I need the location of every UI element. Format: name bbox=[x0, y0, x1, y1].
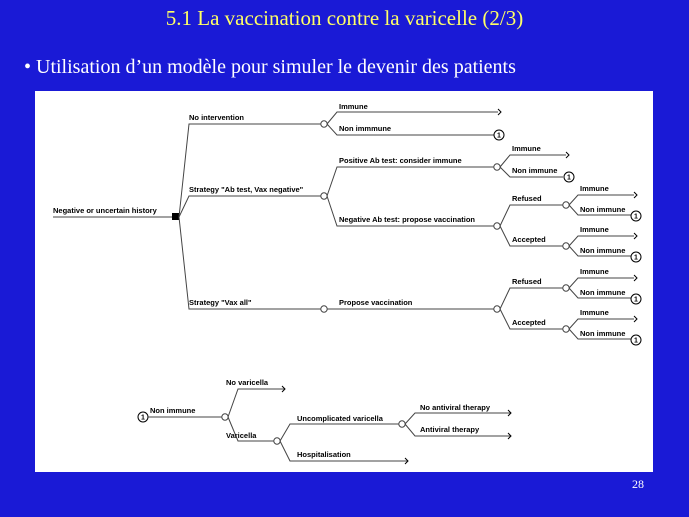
branch-refused bbox=[500, 288, 563, 309]
ref-label: 1 bbox=[634, 337, 638, 345]
label-immune: Immune bbox=[512, 144, 541, 153]
label-non-immune: Non immune bbox=[580, 329, 626, 338]
label-negative-ab: Negative Ab test: propose vaccination bbox=[339, 215, 476, 224]
chance-node bbox=[222, 414, 228, 420]
label-non-immune: Non immune bbox=[580, 246, 626, 255]
label-immune: Immune bbox=[580, 184, 609, 193]
ref-label: 1 bbox=[634, 213, 638, 221]
ref-label: 1 bbox=[634, 296, 638, 304]
branch-no-varicella bbox=[228, 389, 285, 417]
chance-node bbox=[274, 438, 280, 444]
terminal-node bbox=[634, 316, 637, 322]
label-no-varicella: No varicella bbox=[226, 378, 269, 387]
subtree-root-label: Non immune bbox=[150, 406, 196, 415]
chance-node bbox=[321, 121, 327, 127]
branch-immune bbox=[569, 236, 634, 246]
chance-node bbox=[321, 306, 327, 312]
chance-node bbox=[563, 285, 569, 291]
branch-refused bbox=[500, 205, 563, 226]
chance-node bbox=[399, 421, 405, 427]
decision-node bbox=[172, 213, 179, 220]
label-hospitalisation: Hospitalisation bbox=[297, 450, 351, 459]
branch-no-antiviral bbox=[405, 413, 511, 424]
label-refused: Refused bbox=[512, 277, 542, 286]
chance-node bbox=[494, 164, 500, 170]
bullet-text: • Utilisation d’un modèle pour simuler le devenir des patients bbox=[24, 56, 516, 78]
branch-strategy-vax bbox=[179, 217, 321, 309]
terminal-node bbox=[634, 275, 637, 281]
terminal-node bbox=[566, 152, 569, 158]
page-number: 28 bbox=[632, 477, 644, 491]
branch-strategy-ab bbox=[179, 196, 321, 217]
label-non-immune: Non immune bbox=[580, 288, 626, 297]
label-non-immmune: Non immmune bbox=[339, 124, 392, 133]
label-no-intervention: No intervention bbox=[189, 113, 245, 122]
ref-label: 1 bbox=[141, 414, 145, 422]
label-antiviral: Antiviral therapy bbox=[420, 425, 480, 434]
branch-immune bbox=[569, 319, 634, 329]
decision-tree-panel bbox=[35, 91, 653, 472]
label-uncomplicated: Uncomplicated varicella bbox=[297, 414, 383, 423]
label-accepted: Accepted bbox=[512, 235, 546, 244]
label-propose-vaccination: Propose vaccination bbox=[339, 298, 413, 307]
root-label: Negative or uncertain history bbox=[53, 206, 157, 215]
label-positive-ab: Positive Ab test: consider immune bbox=[339, 156, 462, 165]
branch-positive-ab bbox=[327, 167, 494, 196]
label-accepted: Accepted bbox=[512, 318, 546, 327]
label-strategy-vax: Strategy "Vax all" bbox=[189, 298, 252, 307]
terminal-node bbox=[634, 233, 637, 239]
decision-tree-diagram bbox=[35, 91, 653, 472]
terminal-node bbox=[634, 192, 637, 198]
ref-label: 1 bbox=[634, 254, 638, 262]
label-immune: Immune bbox=[580, 308, 609, 317]
branch-uncomplicated bbox=[280, 424, 399, 441]
chance-node bbox=[494, 306, 500, 312]
label-varicella: Varicella bbox=[226, 431, 257, 440]
chance-node bbox=[563, 243, 569, 249]
label-refused: Refused bbox=[512, 194, 542, 203]
label-immune: Immune bbox=[580, 225, 609, 234]
label-non-immune: Non immune bbox=[512, 166, 558, 175]
ref-label: 1 bbox=[567, 174, 571, 182]
branch-immune bbox=[569, 278, 634, 288]
label-immune: Immune bbox=[339, 102, 368, 111]
label-strategy-ab: Strategy "Ab test, Vax negative" bbox=[189, 185, 304, 194]
label-immune: Immune bbox=[580, 267, 609, 276]
chance-node bbox=[321, 193, 327, 199]
chance-node bbox=[563, 202, 569, 208]
chance-node bbox=[563, 326, 569, 332]
ref-label: 1 bbox=[497, 132, 501, 140]
branch-no-intervention bbox=[179, 124, 321, 217]
slide-title: 5.1 La vaccination contre la varicelle (2/3) bbox=[165, 6, 524, 30]
label-no-antiviral: No antiviral therapy bbox=[420, 403, 491, 412]
branch-immune bbox=[569, 195, 634, 205]
branch-immune bbox=[327, 112, 498, 124]
label-non-immune: Non immune bbox=[580, 205, 626, 214]
chance-node bbox=[494, 223, 500, 229]
terminal-node bbox=[498, 109, 501, 115]
